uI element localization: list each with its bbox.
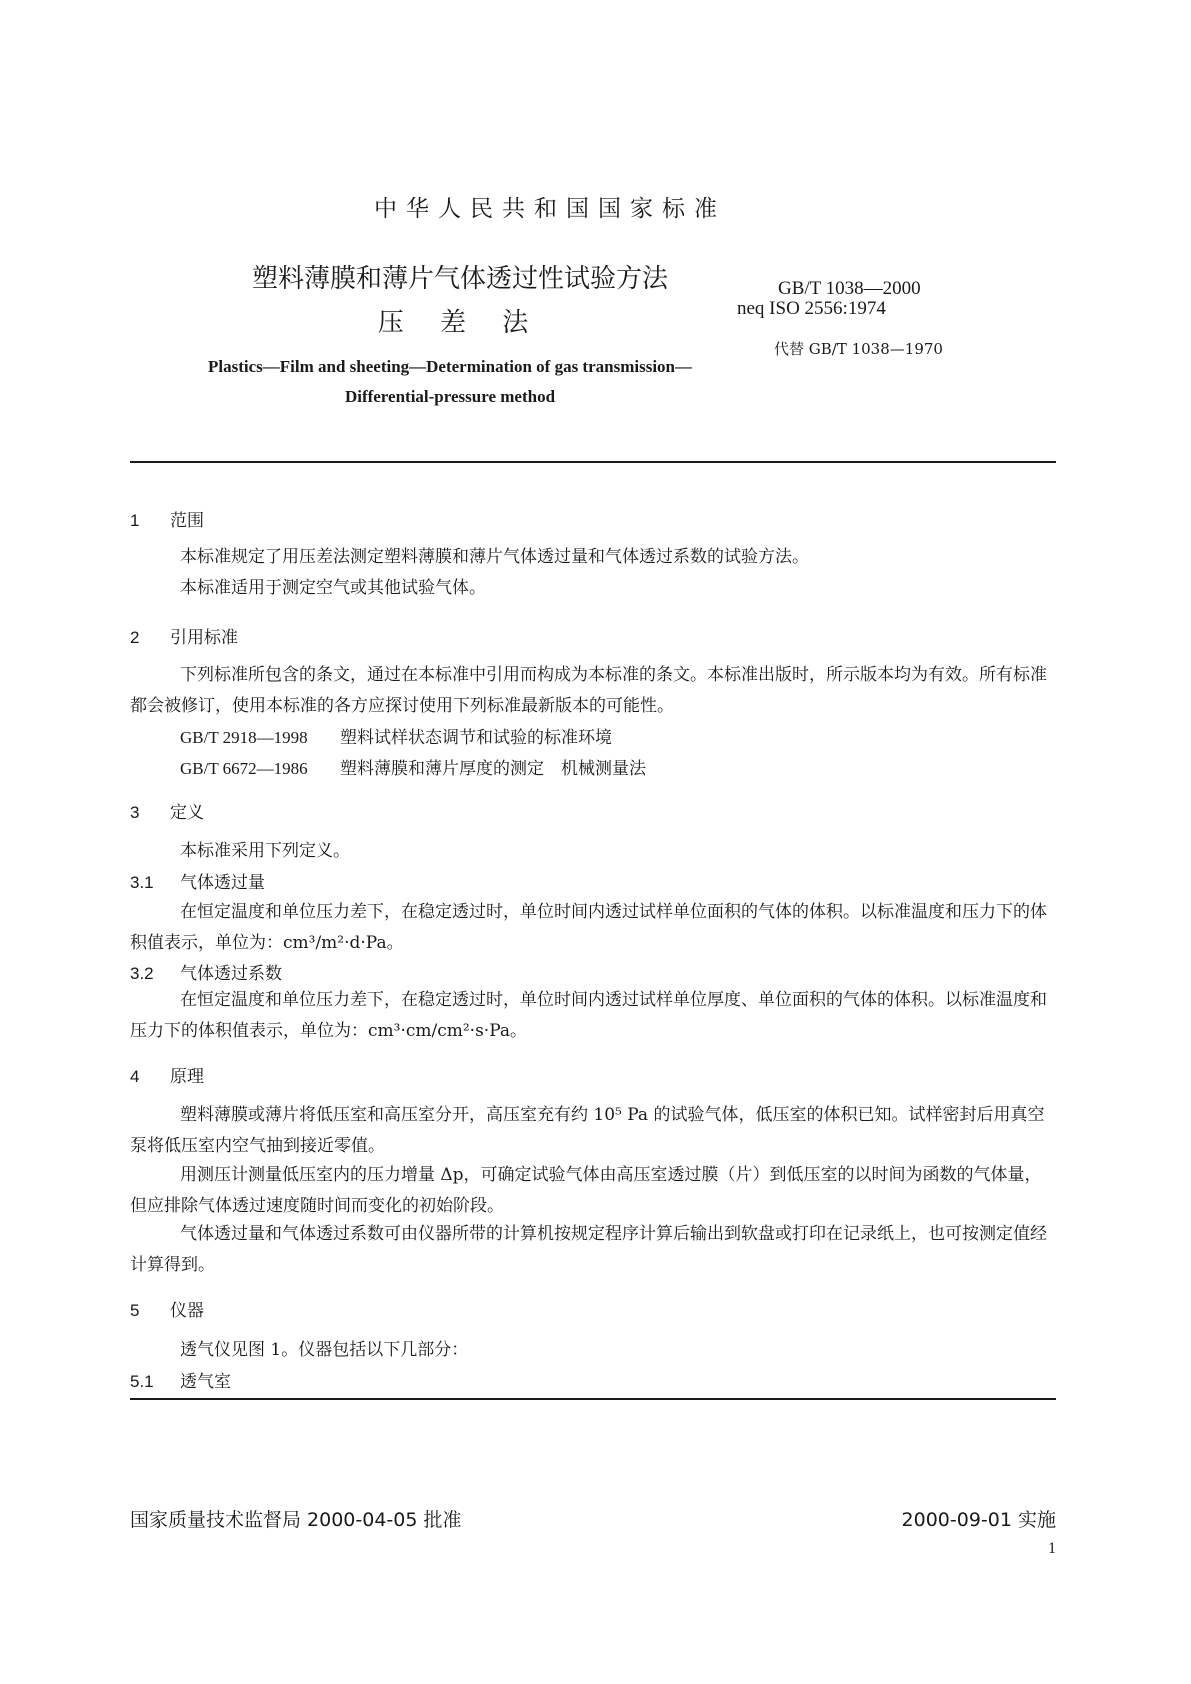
paragraph: 下列标准所包含的条文，通过在本标准中引用而构成为本标准的条文。本标准出版时，所示版本均为有效。所有标准都会被修订，使用本标准的各方应探讨使用下列标准最新版本的可能性。 [130,665,1047,716]
paragraph: 气体透过量和气体透过系数可由仪器所带的计算机按规定程序计算后输出到软盘或打印在记录纸上，也可按测定值经计算得到。 [130,1224,1047,1275]
reference-code: GB/T 2918—1998 [180,728,308,747]
subsection-number: 3.1 [130,873,154,892]
section-2-heading [130,623,238,648]
header-rule [130,461,1056,463]
reference-code: GB/T 6672—1986 [180,759,308,778]
paragraph: 本标准规定了用压差法测定塑料薄膜和薄片气体透过量和气体透过系数的试验方法。 [180,547,809,567]
english-title-line1: Plastics—Film and sheeting—Determination of gas transmission— [207,357,693,376]
section-4-heading [130,1062,204,1087]
subsection-title: 气体透过系数 [180,964,282,984]
section-title: 原理 [170,1067,204,1087]
section-number: 3 [130,803,140,822]
definition-3-1-heading [130,868,265,893]
section-3-heading [130,798,204,823]
definition-text: 在恒定温度和单位压力差下，在稳定透过时，单位时间内透过试样单位面积的气体的体积。以标准温度和压力下的体积值表示，单位为：cm³/m²·d·Pa。 [130,902,1047,953]
subsection-5-1-heading [130,1367,231,1392]
subsection-number: 5.1 [130,1372,154,1391]
section-5-heading [130,1296,204,1321]
section-title: 引用标准 [170,628,238,648]
definition-text: 在恒定温度和单位压力差下，在稳定透过时，单位时间内透过试样单位厚度、单位面积的气体的体积。以标准温度和压力下的体积值表示，单位为：cm³·cm/cm²·s·Pa。 [130,990,1047,1041]
reference-item [180,754,646,779]
paragraph: 透气仪见图 1。仪器包括以下几部分： [180,1340,469,1360]
standard-code: GB/T 1038—2000 [778,278,921,299]
english-title-line2: Differential-pressure method [344,387,556,406]
definition-3-2-heading [130,959,282,984]
subsection-number: 3.2 [130,964,154,983]
paragraph: 本标准适用于测定空气或其他试验气体。 [180,578,486,598]
approval-date: 国家质量技术监督局 2000-04-05 批准 [130,1509,462,1531]
footer-rule [130,1398,1056,1400]
section-number: 1 [130,511,140,530]
paragraph: 用测压计测量低压室内的压力增量 Δp，可确定试验气体由高压室透过膜（片）到低压室的以时间为函数的气体量，但应排除气体透过速度随时间而变化的初始阶段。 [130,1165,1042,1216]
paragraph: 塑料薄膜或薄片将低压室和高压室分开，高压室充有约 10⁵ Pa 的试验气体，低压室的体积已知。试样密封后用真空泵将低压室内空气抽到接近零值。 [130,1105,1045,1156]
section-title: 定义 [170,803,204,823]
section-title: 范围 [170,511,204,531]
reference-title: 塑料试样状态调节和试验的标准环境 [340,728,612,748]
paragraph: 本标准采用下列定义。 [180,841,350,861]
implementation-date: 2000-09-01 实施 [901,1509,1056,1531]
page-number: 1 [1048,1540,1056,1557]
section-1-heading [130,506,204,531]
section-number: 4 [130,1067,140,1086]
section-number: 5 [130,1301,140,1320]
reference-item [180,723,612,748]
subsection-title: 透气室 [180,1372,231,1392]
section-number: 2 [130,628,140,647]
standard-subtitle: 压 差 法 [377,308,543,338]
reference-title: 塑料薄膜和薄片厚度的测定 机械测量法 [340,759,646,779]
section-title: 仪器 [170,1301,204,1321]
national-standard-heading: 中华人民共和国国家标准 [374,196,726,222]
iso-equivalence: neq ISO 2556:1974 [737,298,886,319]
subsection-title: 气体透过量 [180,873,265,893]
standard-title: 塑料薄膜和薄片气体透过性试验方法 [251,264,668,294]
replaces-standard: 代替 GB/T 1038—1970 [774,340,943,358]
